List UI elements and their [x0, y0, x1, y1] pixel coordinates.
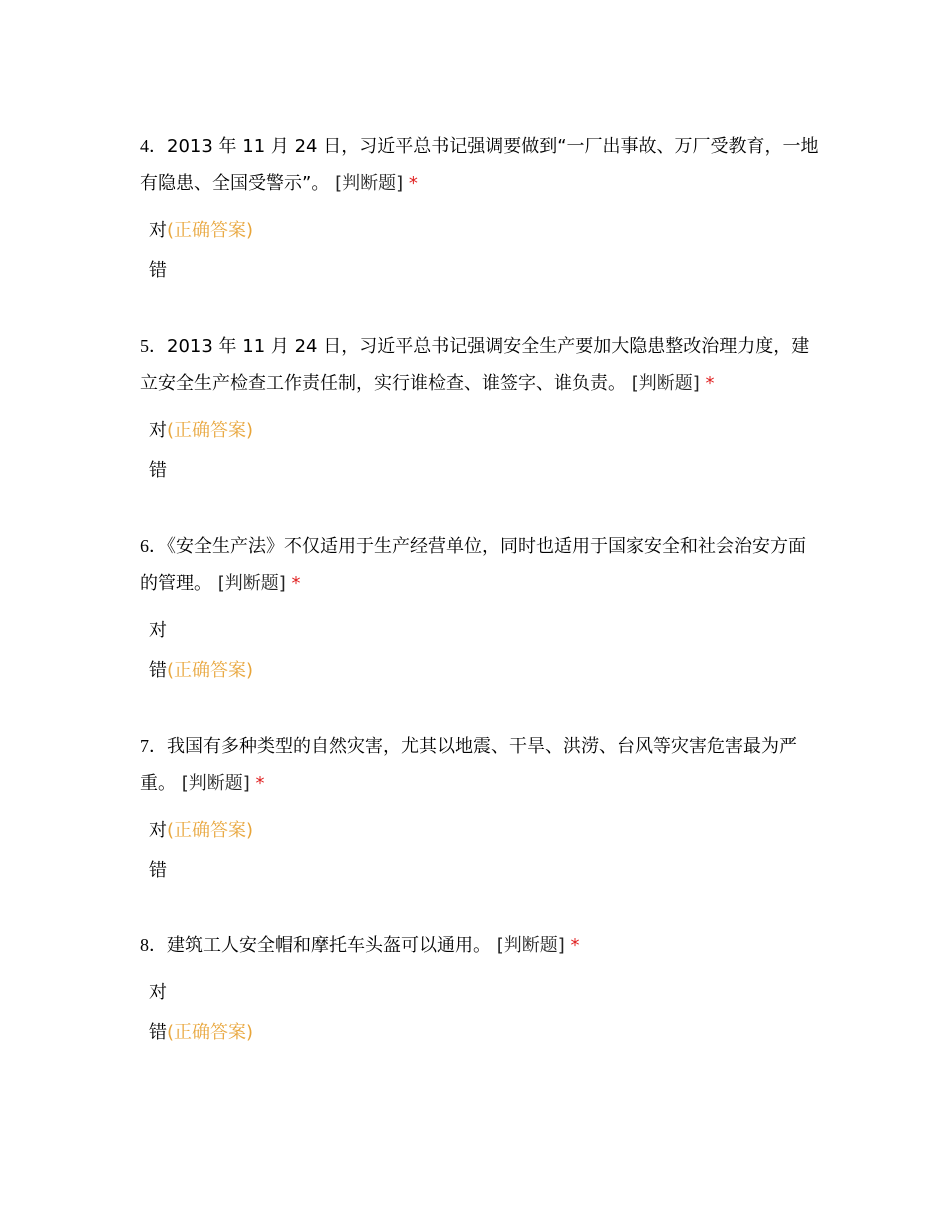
- option-true[interactable]: [149, 611, 820, 651]
- option-label: 错: [149, 660, 167, 681]
- question-number: 5．: [140, 336, 167, 356]
- option-true[interactable]: [149, 811, 820, 851]
- question-body: 建筑工人安全帽和摩托车头盔可以通用。: [167, 935, 491, 956]
- required-asterisk: *: [291, 573, 301, 594]
- option-label: 对: [149, 620, 167, 641]
- option-label: 对: [149, 420, 167, 441]
- option-false[interactable]: [149, 851, 820, 891]
- question-5: [140, 328, 820, 491]
- question-type-tag: [判断题]: [496, 935, 565, 956]
- option-label: 错: [149, 1022, 167, 1043]
- option-list: [140, 611, 820, 691]
- question-body: 2013 年 11 月 24 日，习近平总书记强调要做到“一厂出事故、万厂受教育，一地有隐患、全国受警示”。: [140, 136, 819, 194]
- option-true[interactable]: [149, 411, 820, 451]
- option-false[interactable]: [149, 1013, 820, 1053]
- correct-answer-mark: (正确答案): [167, 660, 254, 681]
- question-type-tag: [判断题]: [181, 773, 250, 794]
- option-list: [140, 211, 820, 291]
- correct-answer-mark: (正确答案): [167, 820, 254, 841]
- question-type-tag: [判断题]: [631, 373, 700, 394]
- option-list: [140, 973, 820, 1053]
- question-7: [140, 728, 820, 891]
- question-4: [140, 128, 820, 291]
- question-text: [140, 328, 820, 402]
- question-number: 8．: [140, 935, 167, 955]
- question-type-tag: [判断题]: [217, 573, 286, 594]
- option-label: 对: [149, 220, 167, 241]
- question-body: 《安全生产法》不仅适用于生产经营单位，同时也适用于国家安全和社会治安方面的管理。: [140, 536, 806, 594]
- required-asterisk: *: [705, 373, 715, 394]
- option-list: [140, 411, 820, 491]
- question-text: [140, 128, 820, 202]
- option-false[interactable]: [149, 451, 820, 491]
- option-label: 错: [149, 460, 167, 481]
- question-8: [140, 927, 820, 1053]
- question-text: [140, 528, 820, 602]
- option-label: 对: [149, 820, 167, 841]
- option-list: [140, 811, 820, 891]
- option-label: 对: [149, 982, 167, 1003]
- question-text: [140, 728, 820, 802]
- option-label: 错: [149, 260, 167, 281]
- option-false[interactable]: [149, 251, 820, 291]
- question-body: 我国有多种类型的自然灾害，尤其以地震、干旱、洪涝、台风等灾害危害最为严重。: [140, 736, 797, 794]
- question-type-tag: [判断题]: [335, 173, 404, 194]
- question-number: 4．: [140, 136, 167, 156]
- correct-answer-mark: (正确答案): [167, 1022, 254, 1043]
- required-asterisk: *: [255, 773, 265, 794]
- option-true[interactable]: [149, 973, 820, 1013]
- question-text: [140, 927, 820, 964]
- option-true[interactable]: [149, 211, 820, 251]
- required-asterisk: *: [570, 935, 580, 956]
- correct-answer-mark: (正确答案): [167, 420, 254, 441]
- question-body: 2013 年 11 月 24 日，习近平总书记强调安全生产要加大隐患整改治理力度，建立安全生产检查工作责任制，实行谁检查、谁签字、谁负责。: [140, 336, 810, 394]
- option-false[interactable]: [149, 651, 820, 691]
- option-label: 错: [149, 860, 167, 881]
- question-number: 6．: [140, 536, 167, 556]
- question-6: [140, 528, 820, 691]
- correct-answer-mark: (正确答案): [167, 220, 254, 241]
- question-number: 7．: [140, 736, 167, 756]
- required-asterisk: *: [408, 173, 418, 194]
